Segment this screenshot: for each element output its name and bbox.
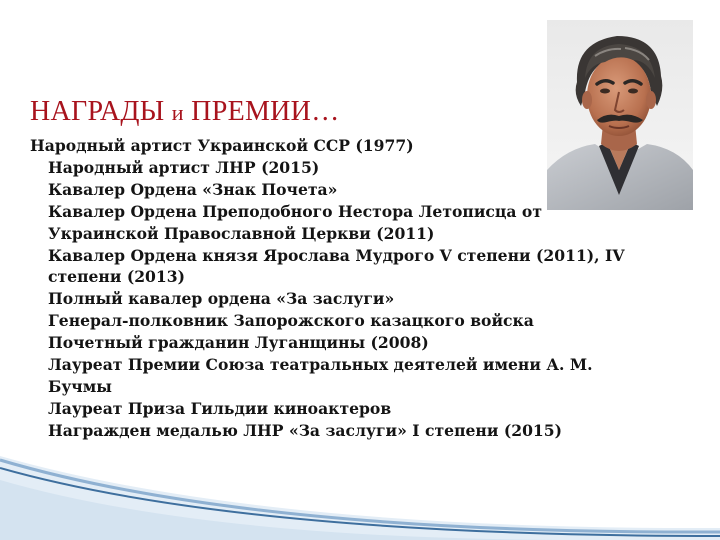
award-line: Кавалер Ордена Преподобного Нестора Летописца от xyxy=(48,201,542,221)
award-line: Народный артист ЛНР (2015) xyxy=(48,157,320,177)
award-line: Полный кавалер ордена «За заслуги» xyxy=(48,289,395,309)
award-line: Награжден медалью ЛНР «За заслуги» I степени (2015) xyxy=(48,420,562,440)
award-item xyxy=(30,179,690,201)
award-item xyxy=(30,135,690,157)
award-item xyxy=(30,420,690,442)
award-line: Лауреат Приза Гильдии киноактеров xyxy=(48,398,392,418)
award-line: Кавалер Ордена «Знак Почета» xyxy=(48,179,338,199)
award-line: Лауреат Премии Союза театральных деятелей имени А. М. xyxy=(48,355,593,375)
award-line: степени (2013) xyxy=(48,267,185,287)
award-line: Народный артист Украинской ССР (1977) xyxy=(30,136,414,155)
award-item xyxy=(30,157,690,179)
award-line: Украинской Православной Церкви (2011) xyxy=(48,223,435,243)
decorative-swoosh xyxy=(0,450,720,540)
award-item xyxy=(30,245,690,289)
award-item xyxy=(30,288,690,310)
award-item xyxy=(30,332,690,354)
title-end: ПРЕМИИ… xyxy=(191,96,340,127)
title-main: НАГРАДЫ xyxy=(30,96,165,127)
award-line: Почетный гражданин Луганщины (2008) xyxy=(48,333,429,353)
slide-title xyxy=(30,96,340,128)
award-item xyxy=(30,398,690,420)
award-item xyxy=(30,310,690,332)
title-conjunction: и xyxy=(171,100,184,125)
awards-list xyxy=(30,135,690,442)
award-line: Генерал-полковник Запорожского казацкого войска xyxy=(48,311,534,331)
award-line: Кавалер Ордена князя Ярослава Мудрого V степени (2011), IV xyxy=(48,245,625,265)
award-line: Бучмы xyxy=(48,376,112,396)
award-item xyxy=(30,354,690,398)
award-item xyxy=(30,201,690,245)
